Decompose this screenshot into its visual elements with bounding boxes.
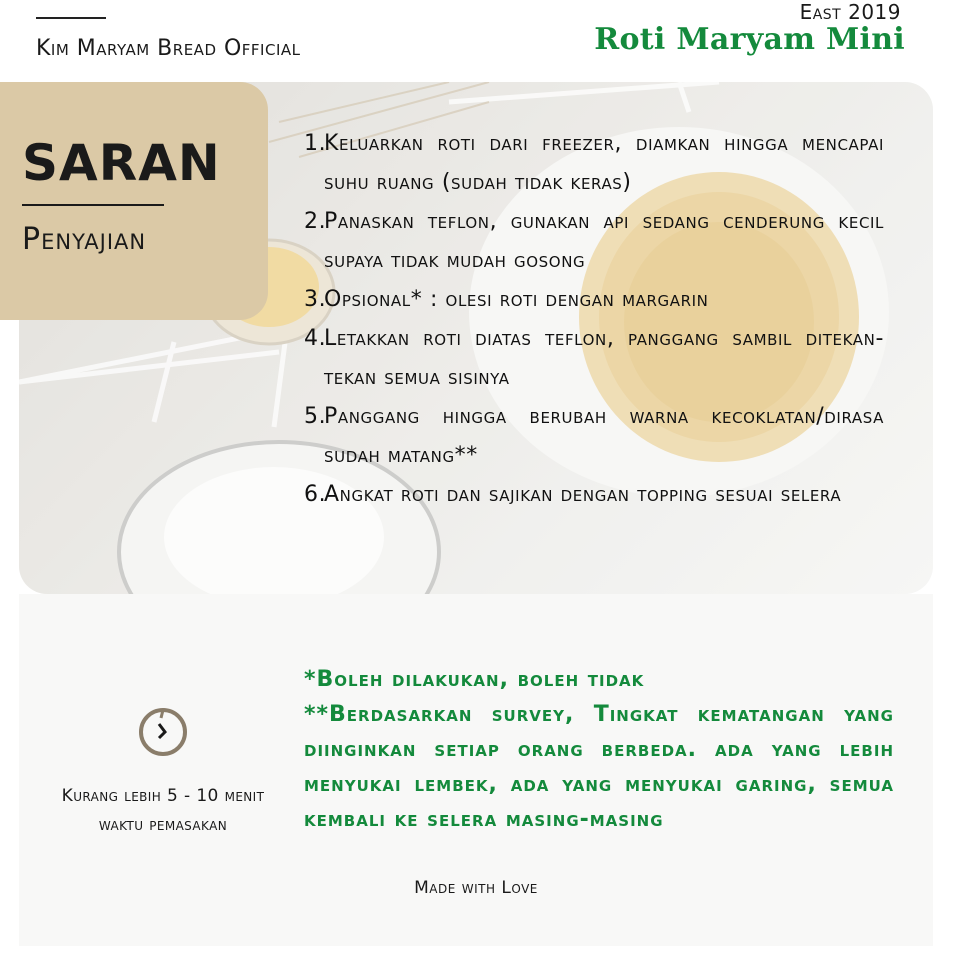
saran-card (0, 82, 268, 320)
step-number: 6. (304, 482, 327, 507)
card-divider (22, 204, 164, 206)
cooking-time-text: Kurang lebih 5 - 10 menit (61, 786, 265, 806)
note-doneness: **Berdasarkan survey, Tingkat kematangan yang diinginkan setiap orang berbeda. ada yang lebih menyukai lembek, ada yang menyukai garing, semua kembali ke selera masing-masing (304, 702, 894, 832)
page-title: Roti Maryam Mini (594, 22, 905, 57)
step-item (304, 124, 884, 202)
step-item (304, 280, 884, 319)
since-label: East 2019 (799, 0, 901, 24)
step-text: Keluarkan roti dari freezer, diamkan hingga mencapai suhu ruang (sudah tidak keras) (324, 131, 884, 195)
step-text: Letakkan roti diatas teflon, panggang sambil ditekan-tekan semua sisinya (324, 326, 884, 390)
notes-block (304, 662, 894, 837)
clock-icon (137, 705, 189, 757)
step-item (304, 397, 884, 475)
brand-name: Kim Maryam Bread Official (36, 36, 301, 61)
step-number: 1. (304, 131, 327, 156)
step-number: 5. (304, 404, 327, 429)
header-line (36, 17, 106, 19)
note-optional: *Boleh dilakukan, boleh tidak (304, 667, 645, 692)
step-text: Angkat roti dan sajikan dengan topping sesuai selera (324, 482, 842, 507)
step-item (304, 202, 884, 280)
card-subtitle: Penyajian (22, 222, 147, 257)
step-text: Panggang hingga berubah warna kecoklatan/dirasa sudah matang** (324, 404, 884, 468)
step-number: 4. (304, 326, 327, 351)
step-item (304, 319, 884, 397)
footer-made-with-love: Made with Love (414, 878, 538, 898)
steps-list (304, 124, 884, 514)
step-text: Panaskan teflon, gunakan api sedang cenderung kecil supaya tidak mudah gosong (324, 209, 884, 273)
step-number: 3. (304, 287, 327, 312)
step-text: Opsional* : olesi roti dengan margarin (324, 287, 709, 312)
step-number: 2. (304, 209, 327, 234)
step-item (304, 475, 884, 514)
cooking-time-caption: waktu pemasakan (98, 815, 228, 835)
card-title: SARAN (22, 134, 221, 192)
